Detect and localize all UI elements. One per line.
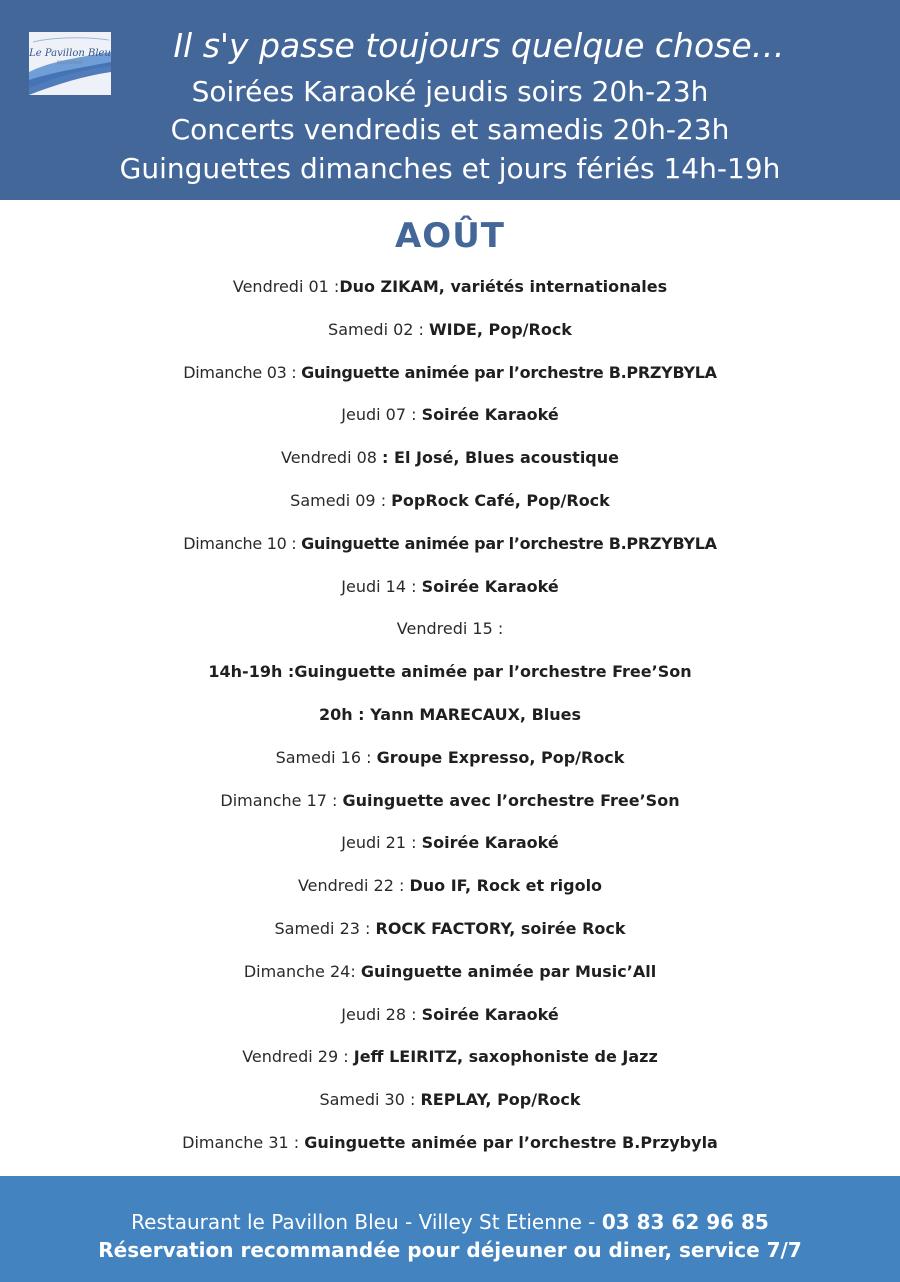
event-day: Vendredi 22 :	[297, 876, 410, 896]
event-day: Samedi 16 :	[275, 747, 377, 767]
svg-text:Le Pavillon Bleu: Le Pavillon Bleu	[29, 48, 111, 59]
event-list	[0, 266, 900, 1165]
event-act: ROCK FACTORY, soirée Rock	[375, 918, 626, 938]
event-act: Guinguette animée par l’orchestre B.PRZYBYLA	[301, 362, 717, 382]
svg-text:RESTAURANT: RESTAURANT	[56, 60, 84, 65]
event-row	[0, 951, 900, 994]
event-row	[0, 865, 900, 908]
event-day: Dimanche 10 :	[183, 533, 302, 553]
event-act: Guinguette animée par l’orchestre B.PRZYBYLA	[301, 533, 717, 553]
event-act: Soirée Karaoké	[421, 1004, 559, 1024]
event-row	[0, 523, 900, 566]
event-row	[0, 1122, 900, 1165]
event-row	[0, 737, 900, 780]
event-day: Samedi 02 :	[328, 319, 430, 339]
event-act: 20h : Yann MARECAUX, Blues	[318, 704, 582, 724]
event-act: PopRock Café, Pop/Rock	[391, 490, 610, 510]
event-act: Groupe Expresso, Pop/Rock	[376, 747, 625, 767]
event-day: Vendredi 29 :	[242, 1047, 354, 1067]
event-act: Guinguette animée par Music’All	[360, 961, 657, 981]
event-act: WIDE, Pop/Rock	[429, 319, 572, 339]
footer-banner	[0, 1176, 900, 1282]
event-act: REPLAY, Pop/Rock	[420, 1090, 581, 1110]
event-act: Soirée Karaoké	[421, 833, 559, 853]
event-row	[0, 266, 900, 309]
event-row	[0, 780, 900, 823]
event-act: Duo ZIKAM, variétés internationales	[339, 277, 668, 296]
event-row	[0, 694, 900, 737]
event-row	[0, 566, 900, 609]
event-row	[0, 651, 900, 694]
event-day: Jeudi 14 :	[341, 576, 422, 596]
event-day: Vendredi 15 :	[396, 619, 504, 639]
event-day: Jeudi 07 :	[341, 405, 422, 425]
event-row	[0, 437, 900, 480]
event-row	[0, 309, 900, 352]
header-title: Il s'y passe toujours quelque chose…	[173, 26, 785, 65]
concerts-schedule-line: Concerts vendredis et samedis 20h-23h	[170, 113, 730, 146]
footer-contact	[0, 1208, 900, 1236]
month-title: AOÛT	[394, 216, 506, 256]
event-day: Dimanche 31 :	[182, 1132, 305, 1152]
event-act: Soirée Karaoké	[421, 576, 559, 596]
event-row	[0, 822, 900, 865]
event-day: Samedi 30 :	[319, 1090, 421, 1110]
event-act: Jeff LEIRITZ, saxophoniste de Jazz	[353, 1047, 658, 1067]
event-row	[0, 352, 900, 395]
event-row	[0, 480, 900, 523]
event-act: Soirée Karaoké	[421, 405, 559, 425]
header-banner	[0, 0, 900, 200]
event-row	[0, 994, 900, 1037]
event-row	[0, 1079, 900, 1122]
guinguettes-schedule-line: Guinguettes dimanches et jours fériés 14h-19h	[119, 152, 781, 185]
event-day: Samedi 23 :	[274, 918, 376, 938]
event-row	[0, 1036, 900, 1079]
event-act: Guinguette animée par l’orchestre B.Przybyla	[304, 1132, 718, 1152]
event-day: Dimanche 17 :	[220, 790, 343, 810]
event-day: Jeudi 28 :	[341, 1004, 422, 1024]
event-row	[0, 394, 900, 437]
footer-address: Restaurant le Pavillon Bleu - Villey St Etienne -	[131, 1210, 602, 1234]
footer-phone: 03 83 62 96 85	[601, 1210, 769, 1234]
event-act: Guinguette avec l’orchestre Free’Son	[342, 790, 680, 810]
event-day: Samedi 09 :	[290, 490, 392, 510]
event-day: Vendredi 01 :	[232, 277, 340, 296]
event-act: Duo IF, Rock et rigolo	[409, 876, 603, 896]
event-day: Vendredi 08	[281, 448, 383, 468]
event-row	[0, 608, 900, 651]
event-day: Dimanche 24:	[243, 961, 361, 981]
event-day: Dimanche 03 :	[183, 362, 302, 382]
footer-reservation: Réservation recommandée pour déjeuner ou diner, service 7/7	[98, 1238, 802, 1262]
event-row	[0, 908, 900, 951]
event-day: Jeudi 21 :	[341, 833, 422, 853]
event-act: 14h-19h :Guinguette animée par l’orchestre Free’Son	[208, 662, 692, 682]
event-act: : El José, Blues acoustique	[382, 448, 619, 468]
karaoke-schedule-line: Soirées Karaoké jeudis soirs 20h-23h	[191, 75, 709, 108]
